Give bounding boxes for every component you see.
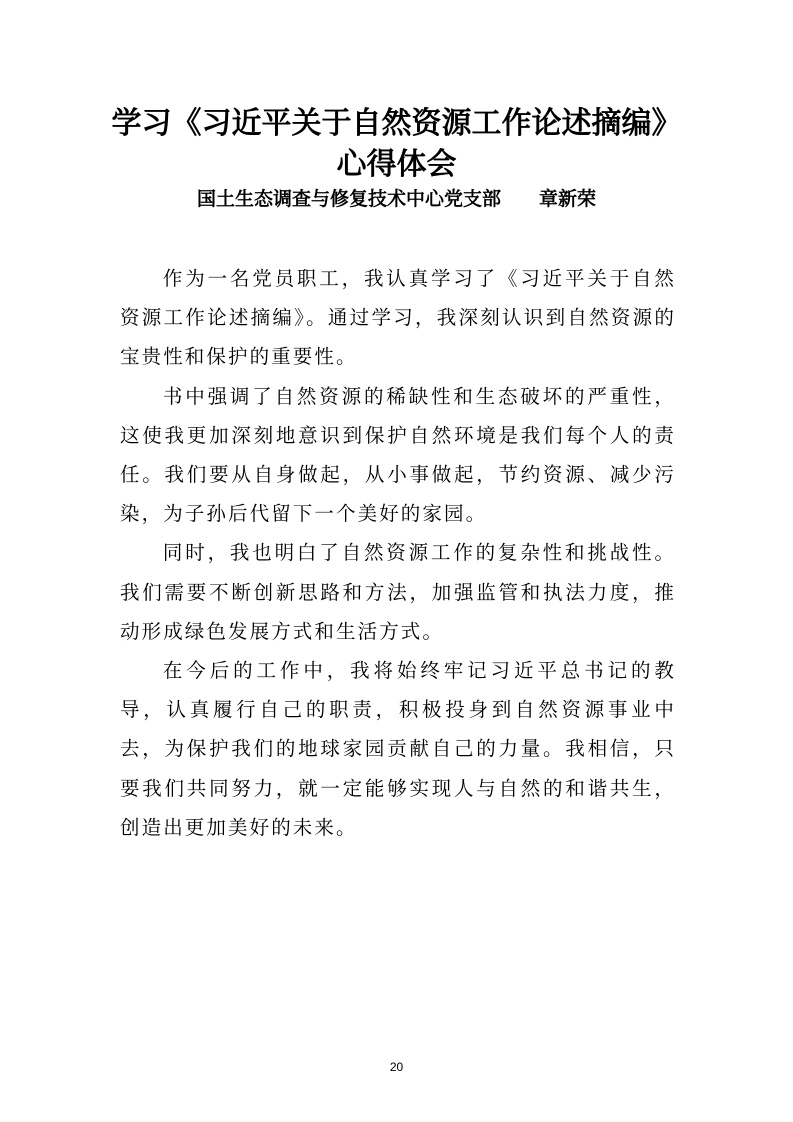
paragraph: 作为一名党员职工，我认真学习了《习近平关于自然资源工作论述摘编》。通过学习，我深刻认识到自然资源的宝贵性和保护的重要性。 [120, 267, 676, 369]
author-name: 章新荣 [539, 188, 597, 210]
author-organization: 国土生态调查与修复技术中心党支部 [196, 188, 501, 210]
paragraph: 在今后的工作中，我将始终牢记习近平总书记的教导，认真履行自己的职责，积极投身到自然资源事业中去，为保护我们的地球家园贡献自己的力量。我相信，只要我们共同努力，就一定能够实现人与自然的和谐共生，创造出更加美好的未来。 [120, 659, 676, 839]
page-title: 学习《习近平关于自然资源工作论述摘编》 [111, 106, 682, 141]
byline [0, 184, 793, 211]
paragraph: 同时，我也明白了自然资源工作的复杂性和挑战性。我们需要不断创新思路和方法，加强监管和执法力度，推动形成绿色发展方式和生活方式。 [120, 541, 676, 643]
paragraph: 书中强调了自然资源的稀缺性和生态破坏的严重性，这使我更加深刻地意识到保护自然环境是我们每个人的责任。我们要从自身做起，从小事做起，节约资源、减少污染，为子孙后代留下一个美好的家园。 [120, 384, 676, 526]
page-title-continued: 心得体会 [336, 147, 457, 182]
page-number: 20 [389, 1060, 404, 1074]
article-body [120, 259, 676, 847]
